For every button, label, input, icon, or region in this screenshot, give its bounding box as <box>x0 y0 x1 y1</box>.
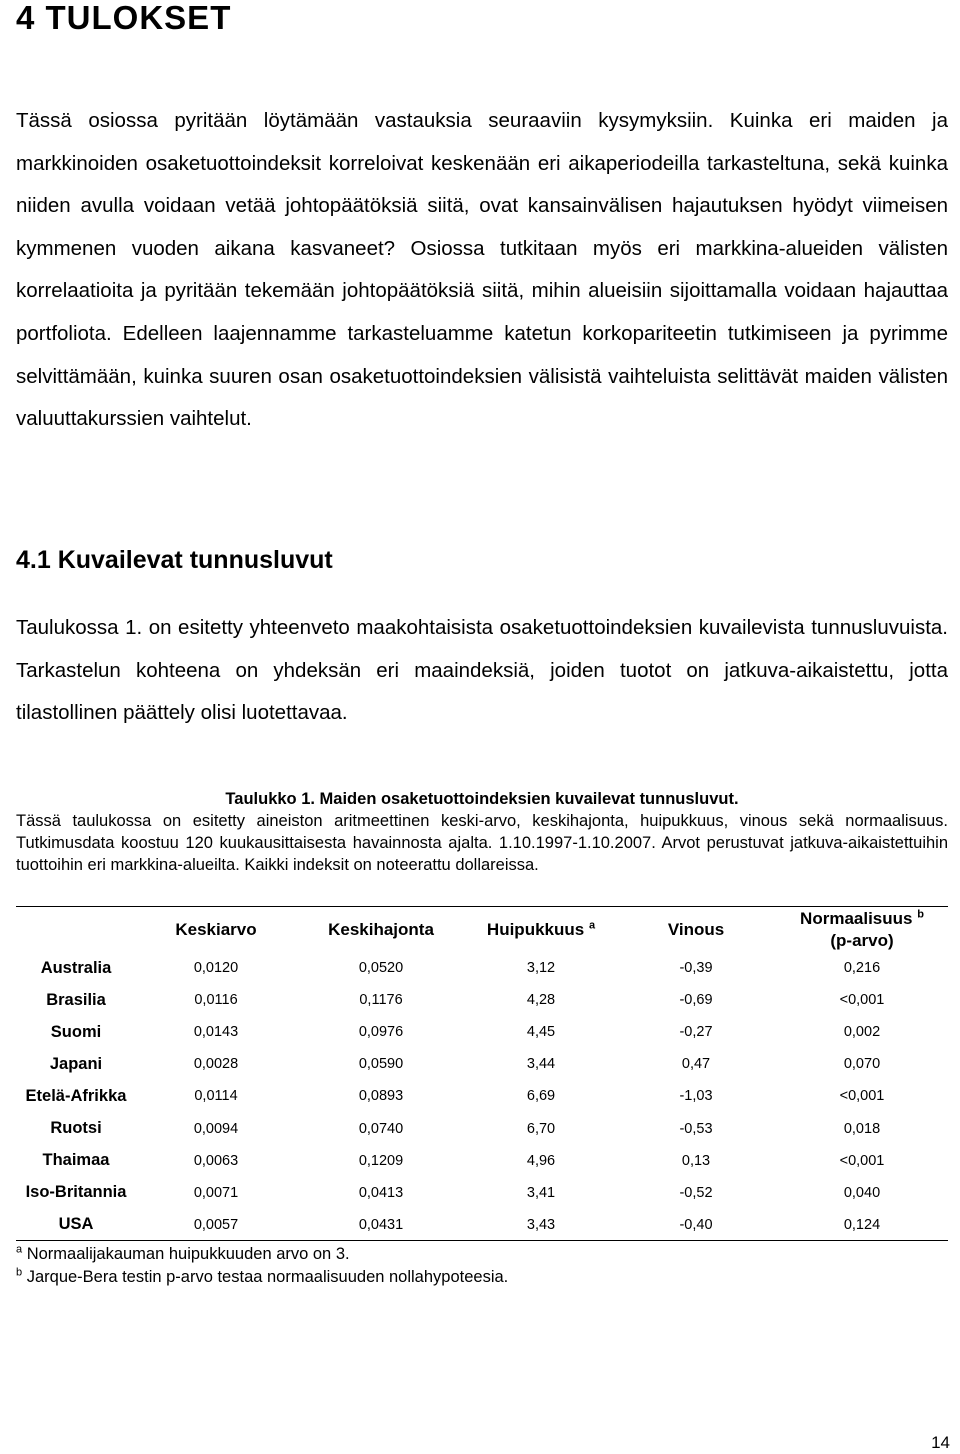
cell-kurtosis: 3,41 <box>526 1184 556 1201</box>
footnote-mark-a: a <box>588 919 596 932</box>
table-row <box>16 1080 948 1112</box>
cell-sd: 0,0520 <box>358 960 404 977</box>
cell-sd: 0,1176 <box>359 992 403 1009</box>
cell-country: Ruotsi <box>50 1119 102 1138</box>
cell-normality: <0,001 <box>839 1152 885 1169</box>
section-paragraph: Taulukossa 1. on esitetty yhteenveto maakohtaisista osaketuottoindeksien kuvailevista tunnusluvuista. Tarkastelun kohteena on yhdeksän eri maaindeksiä, joiden tuotot on jatkuva-aikaistettu, jotta tilastollinen päättely olisi luotettavaa. <box>16 616 948 725</box>
cell-normality: 0,124 <box>843 1216 881 1233</box>
cell-mean: 0,0116 <box>194 992 238 1009</box>
descriptive-statistics-table <box>16 908 948 1241</box>
cell-kurtosis: 3,12 <box>526 960 556 977</box>
cell-skew: -0,27 <box>679 1024 713 1041</box>
table-header-row <box>16 908 948 952</box>
cell-sd: 0,0431 <box>358 1216 404 1233</box>
cell-mean: 0,0028 <box>193 1056 239 1073</box>
cell-skew: -1,03 <box>679 1088 713 1105</box>
cell-normality: 0,070 <box>843 1056 881 1073</box>
cell-skew: -0,39 <box>679 960 713 977</box>
table-row <box>16 1016 948 1048</box>
table-row <box>16 1048 948 1080</box>
page-number: 14 <box>931 1433 950 1452</box>
cell-kurtosis: 6,70 <box>526 1120 556 1137</box>
cell-sd: 0,0893 <box>358 1088 404 1105</box>
footnotes <box>16 1243 508 1288</box>
table-caption-title: Taulukko 1. Maiden osaketuottoindeksien kuvailevat tunnusluvut. <box>225 790 739 808</box>
cell-kurtosis: 4,45 <box>526 1024 556 1041</box>
table-row <box>16 952 948 984</box>
cell-mean: 0,0094 <box>193 1120 239 1137</box>
header-country <box>16 908 136 952</box>
cell-normality: 0,040 <box>843 1184 881 1201</box>
header-sd: Keskihajonta <box>328 920 434 939</box>
cell-normality: 0,216 <box>843 960 881 977</box>
footnote-mark-b: b <box>917 908 924 921</box>
cell-mean: 0,0120 <box>193 960 239 977</box>
cell-mean: 0,0143 <box>193 1024 239 1041</box>
cell-mean: 0,0071 <box>193 1184 239 1201</box>
cell-mean: 0,0114 <box>194 1088 238 1105</box>
cell-country: Iso-Britannia <box>25 1183 127 1202</box>
table-row <box>16 984 948 1016</box>
cell-kurtosis: 4,28 <box>526 992 556 1009</box>
cell-skew: -0,53 <box>679 1120 713 1137</box>
header-mean: Keskiarvo <box>175 920 257 939</box>
cell-sd: 0,0976 <box>358 1024 404 1041</box>
table-top-rule <box>16 906 948 907</box>
header-kurtosis: Huipukkuus $^a$ <box>486 919 596 939</box>
cell-country: Japani <box>49 1054 103 1073</box>
section-heading: 4.1 Kuvailevat tunnusluvut <box>16 546 333 574</box>
cell-normality: 0,002 <box>843 1024 881 1041</box>
table-row <box>16 1177 948 1209</box>
intro-paragraph: Tässä osiossa pyritään löytämään vastauksia seuraaviin kysymyksiin. Kuinka eri maiden ja markkinoiden osaketuottoindeksit korreloivat keskenään eri aikaperiodeilla tarkasteltuna, sekä kuinka niiden avulla voidaan vetää johtopäätöksiä siitä, ovat kansainvälisen hajautuksen hyödyt viimeisen kymmenen vuoden aikana kasvaneet? Osiossa tutkitaan myös eri markkina-alueiden välisten korrelaatioita ja pyritään tekemään johtopäätöksiä siitä, mihin alueisiin sijoittamalla voidaan hajauttaa portfoliota. Edelleen laajennamme tarkasteluamme katetun korkopariteetin tutkimiseen ja pyrimme selvittämään, kuinka suuren osan osaketuottoindeksien välisistä vaihteluista selittävät maiden välisten valuuttakurssien vaihtelut. <box>16 109 948 431</box>
cell-kurtosis: 3,43 <box>526 1216 556 1233</box>
chapter-heading: 4 TULOKSET <box>16 0 232 36</box>
cell-country: Australia <box>40 958 112 977</box>
cell-sd: 0,0590 <box>358 1056 404 1073</box>
cell-kurtosis: 4,96 <box>526 1152 556 1169</box>
cell-country: Thaimaa <box>42 1151 110 1170</box>
cell-skew: -0,52 <box>679 1184 713 1201</box>
cell-skew: 0,13 <box>681 1152 711 1169</box>
cell-country: Brasilia <box>46 990 106 1009</box>
cell-kurtosis: 3,44 <box>526 1056 556 1073</box>
cell-mean: 0,0057 <box>193 1216 239 1233</box>
table-body <box>16 952 948 1241</box>
cell-mean: 0,0063 <box>193 1152 239 1169</box>
footnote-a: $^a$ Normaalijakauman huipukkuuden arvo on 3. <box>16 1243 350 1263</box>
header-skew: Vinous <box>667 920 725 939</box>
footnote-b: $^b$ Jarque-Bera testin p-arvo testaa normaalisuuden nollahypoteesia. <box>16 1266 509 1286</box>
cell-skew: -0,69 <box>679 992 713 1009</box>
cell-country: USA <box>58 1215 94 1234</box>
cell-kurtosis: 6,69 <box>526 1088 556 1105</box>
cell-country: Suomi <box>50 1022 102 1041</box>
cell-normality: <0,001 <box>839 1088 885 1105</box>
cell-country: Etelä-Afrikka <box>25 1086 127 1105</box>
cell-sd: 0,0413 <box>358 1184 404 1201</box>
cell-sd: 0,0740 <box>358 1120 404 1137</box>
cell-normality: <0,001 <box>839 992 885 1009</box>
table-row <box>16 1209 948 1241</box>
cell-sd: 0,1209 <box>358 1152 404 1169</box>
cell-skew: 0,47 <box>681 1056 711 1073</box>
cell-normality: 0,018 <box>843 1120 881 1137</box>
cell-skew: -0,40 <box>679 1216 713 1233</box>
table-bottom-rule <box>16 1240 948 1241</box>
table-row <box>16 1145 948 1177</box>
table-row <box>16 1112 948 1144</box>
header-normality: Normaalisuus $^b$ (p-arvo) <box>800 908 924 950</box>
table-caption-body: Tässä taulukossa on esitetty aineiston aritmeettinen keski-arvo, keskihajonta, huipukkuus, vinous sekä normaalisuus. Tutkimusdata koostuu 120 kuukausittaisesta havainnosta ajalta. 1.10.1997-1.10.2007. Arvot perustuvat jatkuva-aikaistettuihin tuottoihin eri markkina-alueilta. Kaikki indeksit on noteerattu dollareissa. <box>16 812 948 875</box>
